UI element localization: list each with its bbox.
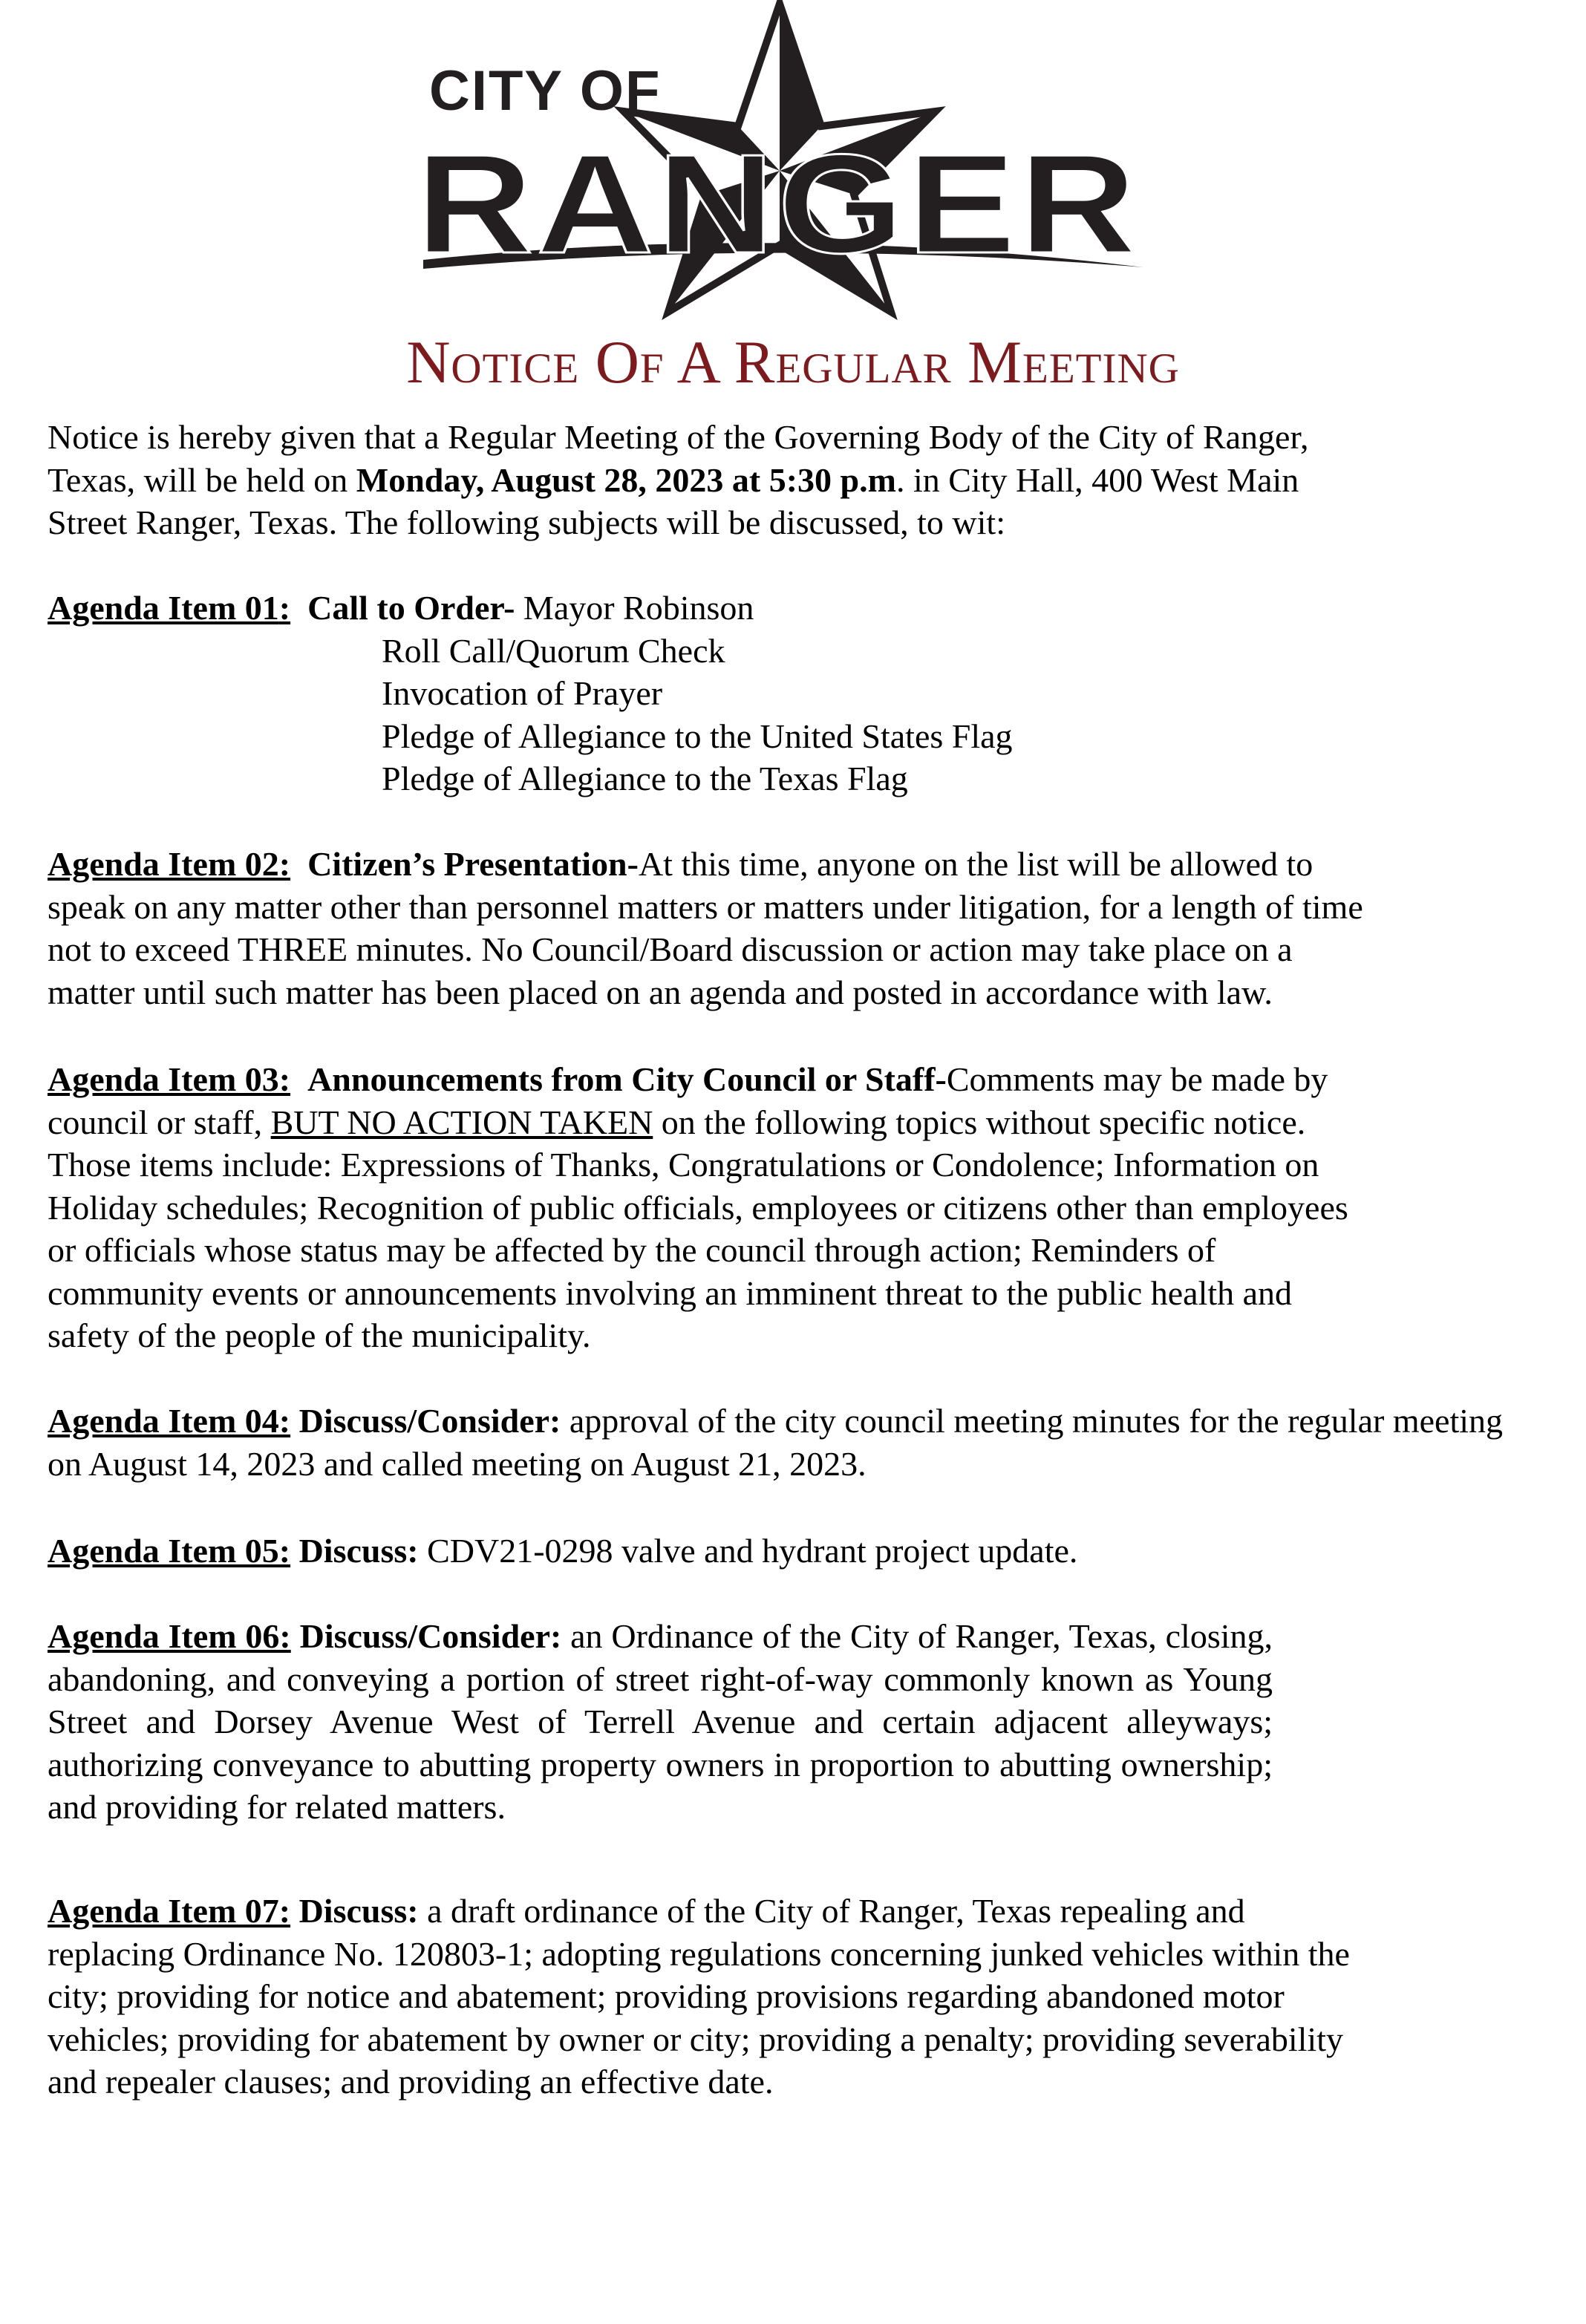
agenda-item-text: community events or announcements involving an imminent threat to the public health and	[48, 1273, 1293, 1312]
intro-line-1: Notice is hereby given that a Regular Meeting of the Governing Body of the City of Ranger,	[48, 418, 1309, 456]
agenda-item-heading: Call to Order-	[307, 589, 515, 627]
agenda-item-text: approval of the city council meeting minutes for the regular meeting on August 14, 2023 and called meeting on August 21, 2023.	[48, 1402, 1504, 1483]
agenda-item-text: speak on any matter other than personnel matters or matters under litigation, for a length of time	[48, 887, 1363, 926]
agenda-item-text: replacing Ordinance No. 120803-1; adopting regulations concerning junked vehicles within the	[48, 1934, 1350, 1973]
intro-text: Texas, will be held on	[48, 460, 356, 499]
agenda-item-text: council or staff,	[48, 1103, 271, 1141]
agenda-item-03-line-2	[48, 1101, 1503, 1144]
agenda-item-heading: Discuss/Consider:	[298, 1402, 561, 1440]
agenda-item-text: CDV21-0298 valve and hydrant project update.	[418, 1532, 1078, 1570]
agenda-item-text: safety of the people of the municipality.	[48, 1316, 591, 1354]
agenda-item-text: not to exceed THREE minutes. No Council/Board discussion or action may take place on a	[48, 930, 1293, 968]
agenda-item-heading: Discuss:	[298, 1532, 419, 1570]
agenda-item-05	[48, 1530, 1503, 1573]
sub-item: Pledge of Allegiance to the United States Flag	[382, 717, 1013, 755]
agenda-item-06	[48, 1615, 1273, 1829]
page-title: Notice Of A Regular Meeting	[406, 328, 1180, 396]
agenda-item-03	[48, 1058, 1503, 1357]
agenda-item-07-line-1	[48, 1890, 1503, 1933]
sub-item: Roll Call/Quorum Check	[382, 631, 725, 670]
agenda-item-label: Agenda Item 05:	[48, 1532, 291, 1570]
agenda-item-text: a draft ordinance of the City of Ranger, Texas repealing and	[418, 1892, 1245, 1930]
intro-line-3: Street Ranger, Texas. The following subjects will be discussed, to wit:	[48, 503, 1005, 541]
agenda-item-text: vehicles; providing for abatement by owner or city; providing a penalty; providing severability	[48, 2020, 1343, 2058]
logo-city-of-text: CITY OF	[429, 59, 662, 123]
meeting-date: Monday, August 28, 2023 at 5:30 p.m	[356, 460, 896, 499]
agenda-item-02-line-1	[48, 843, 1503, 886]
no-action-taken-text: BUT NO ACTION TAKEN	[270, 1103, 653, 1141]
sub-item: Pledge of Allegiance to the Texas Flag	[382, 760, 908, 797]
agenda-item-heading: Announcements from City Council or Staff-	[307, 1060, 947, 1098]
agenda-item-label: Agenda Item 01	[48, 589, 279, 627]
intro-location: . in City Hall, 400 West Main	[895, 460, 1299, 499]
sub-item: Invocation of Prayer	[382, 674, 663, 712]
agenda-item-03-line-1	[48, 1058, 1503, 1101]
logo-ranger-text: RANGER	[416, 125, 1140, 283]
agenda-item-heading: Citizen’s Presentation-	[307, 845, 639, 883]
agenda-item-text: Those items include: Expressions of Thanks, Congratulations or Condolence; Information on	[48, 1146, 1319, 1184]
agenda-item-text: an Ordinance of the City of Ranger, Texas, closing, abandoning, and conveying a portion of street right-of-way commonly known as Young Street and Dorsey Avenue West of Terrell Avenue and certain adjacent alleyways; authorizing conveyance to abutting property owners in proportion to abutting ownership; and providing for related matters.	[48, 1617, 1273, 1826]
agenda-item-01-line: Agenda Item 01: Call to Order- Mayor Robinson	[48, 589, 754, 627]
agenda-item-label: Agenda Item 07:	[48, 1892, 291, 1930]
agenda-item-text: or officials whose status may be affected by the council through action; Reminders of	[48, 1231, 1216, 1269]
agenda-item-text: on the following topics without specific notice.	[653, 1103, 1306, 1141]
agenda-item-label: Agenda Item 04:	[48, 1402, 291, 1440]
intro-line-2	[48, 459, 1503, 502]
agenda-item-heading: Discuss:	[298, 1892, 419, 1930]
agenda-item-text: Mayor Robinson	[515, 589, 754, 627]
agenda-item-label: Agenda Item 02:	[48, 845, 291, 883]
intro-paragraph	[48, 416, 1503, 544]
agenda-item-heading: Discuss/Consider:	[299, 1617, 562, 1655]
city-of-ranger-logo	[401, 0, 1158, 327]
ranger-star-logo-graphic	[401, 0, 1158, 327]
agenda-item-text: At this time, anyone on the list will be allowed to	[638, 845, 1313, 883]
agenda-item-text: Comments may be made by	[946, 1060, 1328, 1098]
agenda-item-text: and repealer clauses; and providing an effective date.	[48, 2063, 774, 2101]
agenda-item-label: Agenda Item 06:	[48, 1617, 291, 1655]
agenda-item-text: matter until such matter has been placed on an agenda and posted in accordance with law.	[48, 973, 1273, 1011]
agenda-item-02	[48, 843, 1503, 1014]
agenda-item-text: city; providing for notice and abatement; providing provisions regarding abandoned motor	[48, 1977, 1285, 2015]
agenda-item-07	[48, 1890, 1503, 2103]
agenda-item-01	[48, 587, 1503, 800]
agenda-item-label: Agenda Item 03:	[48, 1060, 291, 1098]
agenda-item-text: Holiday schedules; Recognition of public officials, employees or citizens other than employees	[48, 1188, 1348, 1227]
agenda-item-04	[48, 1400, 1503, 1485]
